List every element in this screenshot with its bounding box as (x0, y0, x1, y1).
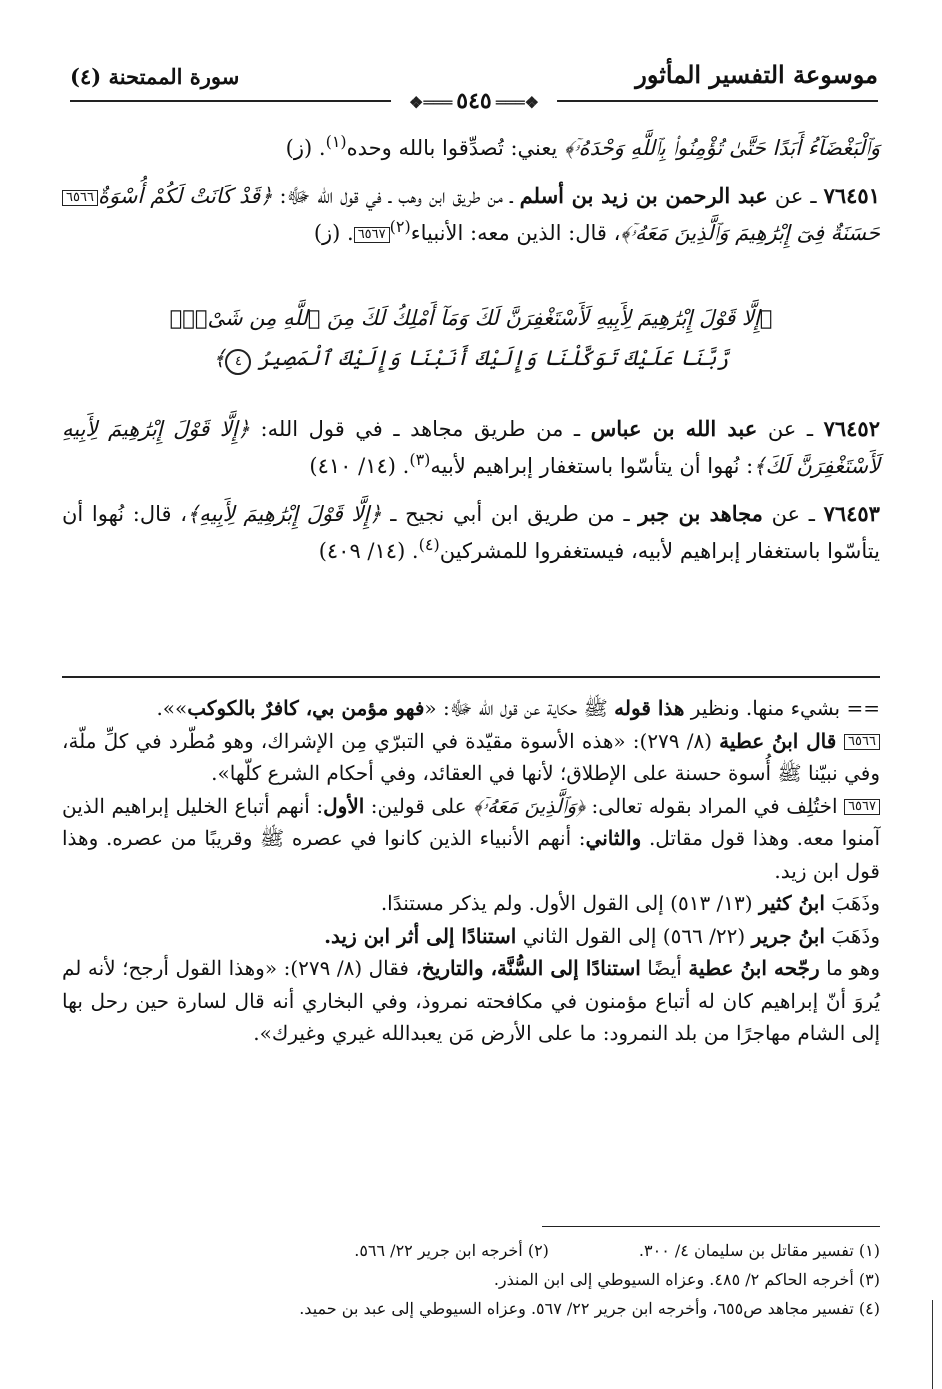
footnote-row (62, 1236, 880, 1265)
quran-quote: ﴿قَدْ كَانَتْ لَكُمْ أُسْوَةٌ (97, 184, 273, 208)
commentary-6567 (62, 790, 880, 888)
page-number: ٥٤٥ (456, 88, 492, 114)
footnote-4: (٤) تفسير مجاهد ص٦٥٥، وأخرجه ابن جرير ٢٢/ ٥٦٧. وعزاه السيوطي إلى عبد بن حميد. (299, 1299, 880, 1318)
narration-7651 (62, 177, 880, 252)
commentary-continuation (62, 692, 880, 725)
text: وهو ما (819, 956, 880, 980)
text: (٢٢/ ٥٦٦) إلى القول الثاني (516, 923, 752, 948)
footnote-ref[interactable]: (٤) (418, 535, 440, 554)
text: ، قال: الذين معه: الأنبياء (410, 221, 621, 245)
bold-text: فهو مؤمن بي، كافرٌ بالكوكب (187, 696, 425, 720)
commentary-ibn-jarir (62, 920, 880, 953)
text: اختُلِف في المراد بقوله تعالى: (585, 793, 845, 818)
commentary-ibn-kathir (62, 887, 880, 920)
text: ـ عن (767, 184, 824, 208)
commentary-section (62, 692, 880, 1050)
scholar-name: قال ابنُ عطية (719, 728, 845, 753)
verse-text: رَّبَّنَا عَلَيْكَ تَوَكَّلْنَا وَإِلَيْكَ أَنَبْنَا وَإِلَيْكَ ٱلْمَصِيرُ (258, 346, 729, 370)
narration-number: ٧٦٤٥٣ (823, 501, 880, 526)
text: أيضًا (640, 956, 689, 980)
quran-quote: حَسَنَةٌ فِىٓ إِبْرَٰهِيمَ وَٱلَّذِينَ مَعَهُۥٓ﴾ (620, 221, 880, 245)
scholar-name: ابنُ كثير (758, 891, 825, 915)
narration-7653 (62, 495, 880, 570)
bold-text: استنادًا إلى السُّنَّة، والتاريخ (421, 956, 641, 980)
commentary-number-box: ٦٥٦٧ (844, 799, 880, 815)
text: ﷺ حكاية عن قول الله ﷻ: « (424, 696, 615, 720)
bold-text: استنادًا إلى أثر ابن زيد. (324, 923, 517, 948)
narration-number: ٧٦٤٥٢ (823, 416, 880, 441)
text: . (ز) (313, 221, 354, 245)
text: ، قال: نُهوا أن يتأسّوا باستغفار إبراهيم لأبيه، فيستغفروا للمشركين (62, 502, 880, 563)
quran-quote: ﴿إِلَّا قَوْلَ إِبْرَٰهِيمَ لِأَبِيهِ لَأَسْتَغْفِرَنَّ لَكَ﴾ (62, 417, 880, 478)
quran-quote: ﴿وَٱلَّذِينَ مَعَهُۥٓ﴾ (473, 793, 586, 818)
ornament-icon: ═══❖ (409, 93, 453, 112)
book-title: موسوعة التفسير المأثور (635, 60, 878, 89)
bold-text: والثاني (585, 826, 642, 850)
verse-bracket: ﴾ (213, 346, 226, 370)
text: == بشيء منها. ونظير (684, 696, 880, 720)
narration-7652 (62, 410, 880, 485)
text: (١٣/ ٥١٣) إلى القول الأول. ولم يذكر مستندًا. (380, 891, 759, 915)
narrator-name: مجاهد بن جبر (638, 501, 763, 526)
commentary-number-box: ٦٥٦٦ (844, 734, 880, 750)
footnote-ref[interactable]: (١) (325, 132, 347, 151)
text: ـ عن (762, 502, 824, 526)
bold-text: الأول (323, 793, 365, 818)
page-header (70, 58, 878, 120)
verse-line-2 (62, 338, 880, 378)
verse-number: ٤ (225, 349, 251, 375)
footnote-3: (٣) أخرجه الحاكم ٢/ ٤٨٥. وعزاه السيوطي إلى ابن المنذر. (493, 1270, 880, 1289)
scholar-name: ابنُ جرير (751, 923, 825, 948)
surah-title: سورة الممتحنة (٤) (70, 64, 240, 89)
commentary-ref-box[interactable]: ٦٥٦٧ (354, 227, 390, 243)
page-edge-line (932, 1300, 933, 1389)
main-text (62, 130, 880, 580)
ornament-icon: ❖═══ (495, 93, 539, 112)
verse-block (62, 298, 880, 378)
bold-text: هذا قوله (614, 696, 685, 720)
footnotes (62, 1236, 880, 1323)
text: (٨/ ٢٧٩): «هذه الأسوة مقيّدة في التبرّي مِن الإشراك، وهو مُطّرد في كلِّ ملّة، وفي نبيّنا ﷺ أُسوة حسنة على الإطلاق؛ لأنها في العقائد، وفي أحكام الشرع كلّها». (62, 728, 880, 785)
text: »». (156, 696, 188, 720)
text: ـ من طريق ابن أبي نجيح ـ (381, 502, 639, 526)
commentary-ibn-atiyya (62, 952, 880, 1050)
text: وذَهَبَ (824, 923, 880, 948)
footnote-1: (١) تفسير مقاتل بن سليمان ٤/ ٣٠٠. (638, 1241, 880, 1260)
text: ـ من طريق ابن وهب ـ في قول الله ﷻ: (272, 184, 520, 208)
text: : نُهوا أن يتأسّوا باستغفار إبراهيم لأبيه (430, 454, 754, 478)
quran-quote: ﴿إِلَّا قَوْلَ إِبْرَٰهِيمَ لِأَبِيهِ﴾ (187, 502, 382, 526)
text: . (١٤/ ٤١٠) (309, 454, 410, 478)
text: : أنهم أتباع الخليل إبراهيم الذين آمنوا معه. وهذا قول مقاتل. (62, 793, 881, 850)
footnote-ref[interactable]: (٣) (409, 450, 431, 469)
text: . (ز) (285, 136, 326, 160)
commentary-separator (62, 676, 880, 678)
footnote-2: (٢) أخرجه ابن جرير ٢٢/ ٥٦٦. (354, 1241, 549, 1260)
narrator-name: عبد الله بن عباس (590, 416, 758, 441)
text: ـ عن (757, 417, 824, 441)
text: وذَهَبَ (824, 891, 880, 915)
text: ـ من طريق مجاهد ـ في قول الله: (249, 417, 591, 441)
quran-quote: وَٱلْبَغْضَآءُ أَبَدًا حَتَّىٰ تُؤْمِنُوا۟ بِٱللَّهِ وَحْدَهُۥٓ﴾ (564, 136, 880, 160)
commentary-6566 (62, 725, 880, 790)
footnote-separator (542, 1226, 880, 1227)
narrator-name: عبد الرحمن بن زيد بن أسلم (519, 183, 768, 208)
text: على قولين: (364, 793, 474, 818)
text: ، فقال (٨/ ٢٧٩): «وهذا القول أرجح؛ لأنه لم يُروَ أنّ إبراهيم كان له أتباع مؤمنون في مكافحته نمروذ، وفي البخاري أنه قال لسارة حين رحل بها إلى الشام مهاجرًا من بلد النمرود: ما على الأرض مَن يعبدالله غيري وغيرك». (62, 956, 880, 1045)
narration-number: ٧٦٤٥١ (823, 183, 880, 208)
text: . (١٤/ ٤٠٩) (318, 539, 419, 563)
text: : أنهم الأنبياء الذين كانوا في عصره ﷺ وقريبًا من عصره. وهذا قول ابن زيد. (62, 826, 880, 883)
footnote-ref[interactable]: (٢) (389, 217, 411, 236)
commentary-ref-box[interactable]: ٦٥٦٦ (62, 190, 98, 206)
verse-line-1: ﴿إِلَّا قَوْلَ إِبْرَٰهِيمَ لِأَبِيهِ لَأَسْتَغْفِرَنَّ لَكَ وَمَآ أَمْلِكُ لَكَ مِنَ ٱللَّهِ مِن شَىْءٍۢ (169, 306, 773, 330)
text: يعني: تُصدِّقوا بالله وحده (346, 136, 565, 160)
page-number-box (391, 88, 557, 114)
scholar-name: رجّحه ابنُ عطية (688, 956, 820, 980)
intro-paragraph (62, 130, 880, 167)
